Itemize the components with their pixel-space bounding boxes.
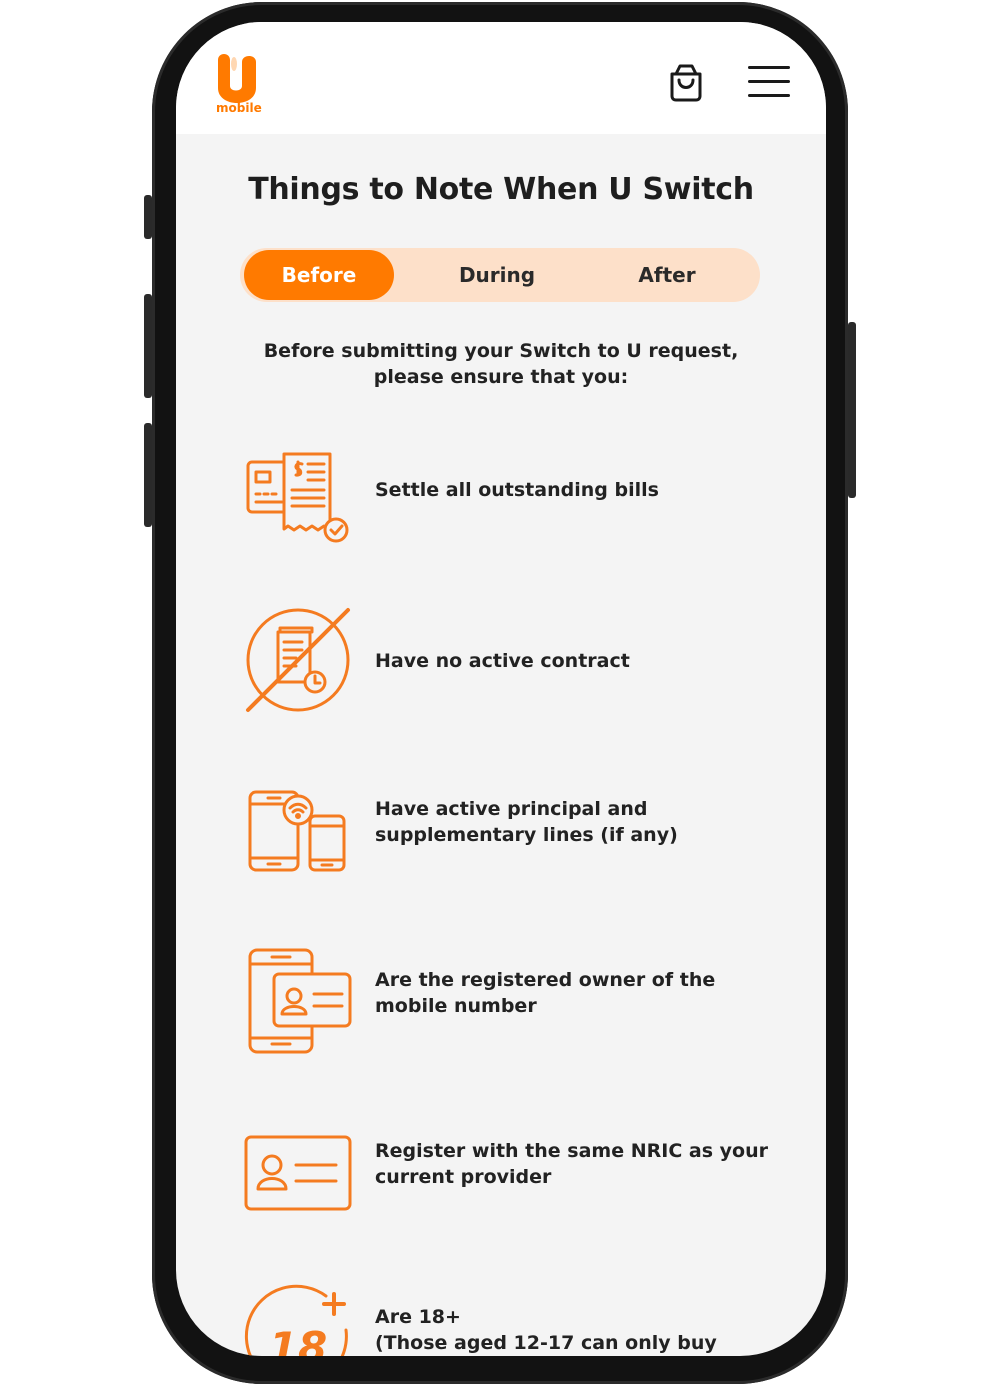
- tab-before[interactable]: Before: [244, 250, 394, 300]
- svg-text:18: 18: [268, 1323, 328, 1372]
- logo-wordmark: mobile: [216, 101, 262, 115]
- phones-wifi-icon: [242, 776, 354, 888]
- note-age-18-subtext: (Those aged 12-17 can only buy: [375, 1332, 717, 1354]
- note-age-18-title: Are 18+: [375, 1306, 461, 1328]
- note-same-nric: Register with the same NRIC as your current provider: [375, 1140, 768, 1188]
- id-card-icon: [242, 1115, 354, 1227]
- note-registered-owner: Are the registered owner of the mobile number: [375, 969, 716, 1017]
- page-title: Things to Note When U Switch: [248, 172, 754, 207]
- volume-down-button: [144, 423, 152, 527]
- note-settle-bills: Settle all outstanding bills: [375, 479, 659, 501]
- phone-id-card-icon: [242, 944, 354, 1056]
- hamburger-menu-icon[interactable]: [748, 66, 790, 98]
- site-header: [176, 22, 826, 134]
- volume-up-button: [144, 294, 152, 398]
- phone-screen: [176, 22, 826, 1372]
- power-button: [848, 322, 856, 498]
- tab-after[interactable]: After: [638, 263, 696, 287]
- tab-bar: [240, 248, 760, 302]
- note-active-lines: Have active principal and supplementary lines (if any): [375, 798, 678, 846]
- bills-icon: [242, 442, 354, 554]
- age-18-plus-icon: [242, 1284, 354, 1372]
- mute-switch: [144, 195, 152, 239]
- shopping-bag-icon[interactable]: [668, 62, 704, 102]
- no-contract-icon: [242, 604, 354, 716]
- note-no-contract: Have no active contract: [375, 650, 630, 672]
- note-age-18: [375, 1304, 775, 1356]
- tab-during[interactable]: During: [458, 263, 536, 287]
- intro-text: Before submitting your Switch to U request, please ensure that you:: [263, 340, 739, 388]
